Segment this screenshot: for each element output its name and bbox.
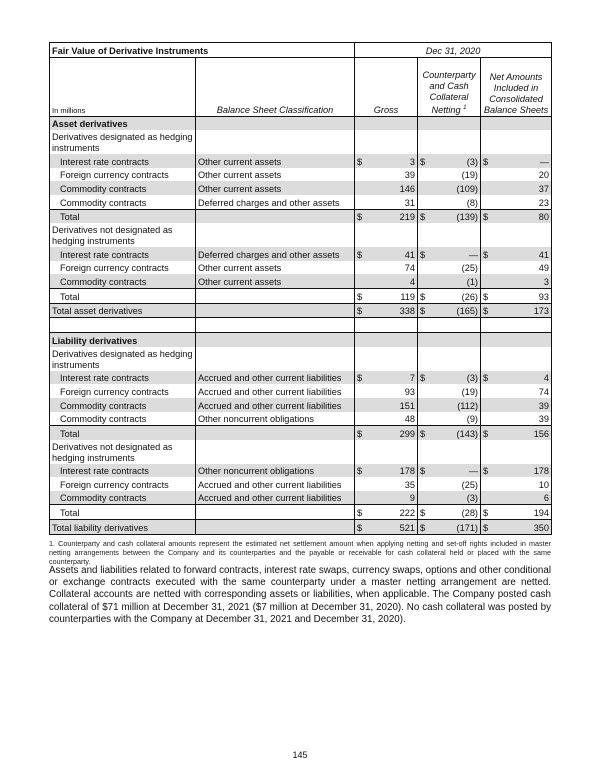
gross-cell: $ 222 [355,505,418,520]
gross-cell: $ 7 [355,371,418,385]
gross-cell: 39 [355,168,418,182]
row-label: Interest rate contracts [50,464,196,478]
table-row [50,261,552,275]
row-label: Foreign currency contracts [50,477,196,491]
netting-cell: $ — [418,247,481,261]
gross-cell: $ 3 [355,154,418,168]
gross-cell: 9 [355,491,418,505]
net-cell: $ 194 [481,505,552,520]
gross-cell: $ 521 [355,520,418,535]
footnote: 1. Counterparty and cash collateral amounts represent the estimated net settlement amount when applying netting and set-off rights included in master netting arrangements between the Company and its counterparties and the payable or receivable for cash collateral held or placed with the same counterparty. [49,539,551,566]
netting-cell: (25) [418,477,481,491]
gross-cell: 35 [355,477,418,491]
row-classification: Accrued and other current liabilities [196,398,355,412]
net-cell: $ 350 [481,520,552,535]
row-label: Foreign currency contracts [50,168,196,182]
row-classification: Other current assets [196,261,355,275]
row-label: Foreign currency contracts [50,384,196,398]
group-label: Derivatives designated as hedging instruments [50,130,196,154]
net-cell: $ 178 [481,464,552,478]
row-classification: Other current assets [196,168,355,182]
group-label: Derivatives not designated as hedging instruments [50,440,196,464]
gross-cell: 93 [355,384,418,398]
units-label: In millions [50,57,196,116]
section-heading: Asset derivatives [50,116,196,130]
netting-cell: (19) [418,168,481,182]
net-cell: 6 [481,491,552,505]
table-row [50,412,552,426]
page-number: 145 [292,750,308,760]
table-title: Fair Value of Derivative Instruments [50,43,355,58]
gross-cell: $ 299 [355,426,418,440]
netting-cell: (109) [418,181,481,195]
col-net: Net Amounts Included in Consolidated Balance Sheets [481,57,552,116]
row-label: Interest rate contracts [50,247,196,261]
total-row: Total $ 119 $ (26) $ 93 [50,288,552,303]
row-label: Commodity contracts [50,412,196,426]
netting-cell: $ (139) [418,209,481,223]
row-classification: Deferred charges and other assets [196,247,355,261]
netting-cell: (19) [418,384,481,398]
net-cell: 39 [481,412,552,426]
net-cell: 3 [481,274,552,288]
net-cell: $ 80 [481,209,552,223]
total-row: Total $ 222 $ (28) $ 194 [50,505,552,520]
row-label: Interest rate contracts [50,154,196,168]
gross-cell: 4 [355,274,418,288]
net-cell: $ — [481,154,552,168]
grand-total-row: Total asset derivatives $ 338 $ (165) $ 173 [50,303,552,318]
net-cell: 37 [481,181,552,195]
net-cell: $ 173 [481,303,552,318]
net-cell: $ 4 [481,371,552,385]
row-classification: Accrued and other current liabilities [196,477,355,491]
total-row: Total $ 219 $ (139) $ 80 [50,209,552,223]
netting-cell: $ (143) [418,426,481,440]
row-label: Commodity contracts [50,398,196,412]
row-classification: Accrued and other current liabilities [196,491,355,505]
group-label: Derivatives not designated as hedging instruments [50,223,196,247]
row-classification: Other current assets [196,154,355,168]
net-cell: 39 [481,398,552,412]
row-classification: Other noncurrent obligations [196,412,355,426]
row-label: Foreign currency contracts [50,261,196,275]
grand-total-row: Total liability derivatives $ 521 $ (171) $ 350 [50,520,552,535]
table-row [50,154,552,168]
table-row [50,168,552,182]
table-row [50,398,552,412]
net-cell: 10 [481,477,552,491]
netting-cell: $ (28) [418,505,481,520]
row-classification: Accrued and other current liabilities [196,384,355,398]
body-paragraph: Assets and liabilities related to forward contracts, interest rate swaps, currency swaps, options and other conditional or exchange contracts executed with the same counterparty under a master netting arrangement are netted. Collateral accounts are netted with corresponding assets or liabilities, when applicable. The Company posted cash collateral of $71 million at December 31, 2021 ($7 million at December 31, 2020). No cash collateral was posted by counterparties with the Company at December 31, 2021 and December 31, 2020). [49,565,551,625]
net-cell: $ 93 [481,288,552,303]
net-cell: 23 [481,195,552,209]
gross-cell: 146 [355,181,418,195]
gross-cell: $ 41 [355,247,418,261]
row-classification: Other current assets [196,274,355,288]
netting-cell: (1) [418,274,481,288]
col-netting: Counterparty and Cash Collateral Netting $^1$ [418,57,481,116]
net-cell: 49 [481,261,552,275]
netting-cell: $ (3) [418,154,481,168]
gross-cell: 48 [355,412,418,426]
netting-cell: (8) [418,195,481,209]
table-row [50,464,552,478]
gross-cell: $ 338 [355,303,418,318]
netting-cell: $ (171) [418,520,481,535]
row-classification: Other noncurrent obligations [196,464,355,478]
row-label: Commodity contracts [50,274,196,288]
netting-cell: (3) [418,491,481,505]
table-row [50,371,552,385]
netting-cell: $ — [418,464,481,478]
gross-cell: 74 [355,261,418,275]
row-classification: Other current assets [196,181,355,195]
period-header: Dec 31, 2020 [355,43,552,58]
table-row [50,195,552,209]
table-row [50,247,552,261]
netting-cell: $ (3) [418,371,481,385]
net-cell: 20 [481,168,552,182]
row-label: Commodity contracts [50,181,196,195]
gross-cell: $ 219 [355,209,418,223]
netting-cell: $ (26) [418,288,481,303]
netting-cell: $ (165) [418,303,481,318]
gross-cell: 151 [355,398,418,412]
row-classification: Accrued and other current liabilities [196,371,355,385]
row-classification: Deferred charges and other assets [196,195,355,209]
col-classification: Balance Sheet Classification [196,57,355,116]
table-row [50,491,552,505]
row-label: Commodity contracts [50,491,196,505]
netting-cell: (9) [418,412,481,426]
netting-cell: (112) [418,398,481,412]
gross-cell: $ 178 [355,464,418,478]
gross-cell: 31 [355,195,418,209]
total-row: Total $ 299 $ (143) $ 156 [50,426,552,440]
table-row [50,477,552,491]
row-label: Interest rate contracts [50,371,196,385]
net-cell: $ 156 [481,426,552,440]
net-cell: 74 [481,384,552,398]
net-cell: $ 41 [481,247,552,261]
table-row [50,181,552,195]
col-gross: Gross [355,57,418,116]
group-label: Derivatives designated as hedging instruments [50,347,196,371]
fair-value-derivatives-table [49,42,552,535]
table-row [50,274,552,288]
netting-cell: (25) [418,261,481,275]
gross-cell: $ 119 [355,288,418,303]
table-row [50,384,552,398]
row-label: Commodity contracts [50,195,196,209]
section-heading: Liability derivatives [50,333,196,347]
